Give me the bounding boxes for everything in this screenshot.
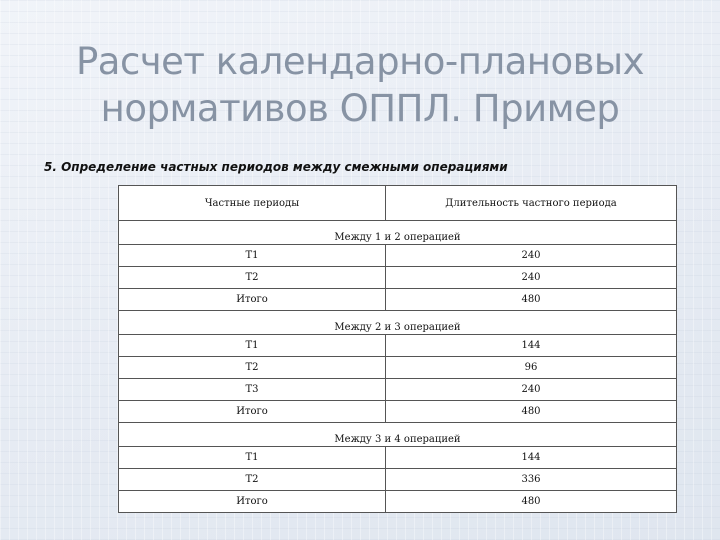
period-value: 96 — [386, 357, 677, 379]
period-value: 336 — [386, 469, 677, 491]
table-row — [119, 357, 677, 379]
section-title: Между 3 и 4 операцией — [119, 423, 677, 447]
period-label: T3 — [119, 379, 386, 401]
period-label: Итого — [119, 491, 386, 513]
section-subtitle: 5. Определение частных периодов между смежными операциями — [44, 160, 508, 174]
table-row — [119, 245, 677, 267]
title-line-2: нормативов ОППЛ. Пример — [100, 87, 620, 130]
header-periods: Частные периоды — [119, 186, 386, 221]
section-header-1-2 — [119, 221, 677, 245]
period-label: T2 — [119, 357, 386, 379]
period-value: 240 — [386, 245, 677, 267]
period-label: T2 — [119, 267, 386, 289]
period-label: T1 — [119, 245, 386, 267]
section-title: Между 1 и 2 операцией — [119, 221, 677, 245]
table-row — [119, 379, 677, 401]
table-row — [119, 401, 677, 423]
slide-title — [0, 38, 720, 132]
title-line-1: Расчет календарно-плановых — [75, 40, 645, 83]
period-label: Итого — [119, 289, 386, 311]
section-header-3-4 — [119, 423, 677, 447]
period-label: T1 — [119, 447, 386, 469]
section-title: Между 2 и 3 операцией — [119, 311, 677, 335]
period-value: 480 — [386, 289, 677, 311]
table-row — [119, 491, 677, 513]
period-value: 240 — [386, 379, 677, 401]
period-value: 144 — [386, 447, 677, 469]
period-value: 144 — [386, 335, 677, 357]
table-row — [119, 335, 677, 357]
period-value: 480 — [386, 491, 677, 513]
header-duration: Длительность частного периода — [386, 186, 677, 221]
periods-table — [118, 185, 677, 513]
section-header-2-3 — [119, 311, 677, 335]
table-header-row — [119, 186, 677, 221]
period-label: Итого — [119, 401, 386, 423]
period-label: T1 — [119, 335, 386, 357]
table-row — [119, 469, 677, 491]
period-value: 480 — [386, 401, 677, 423]
period-value: 240 — [386, 267, 677, 289]
table-row — [119, 447, 677, 469]
period-label: T2 — [119, 469, 386, 491]
table-row — [119, 289, 677, 311]
table-row — [119, 267, 677, 289]
